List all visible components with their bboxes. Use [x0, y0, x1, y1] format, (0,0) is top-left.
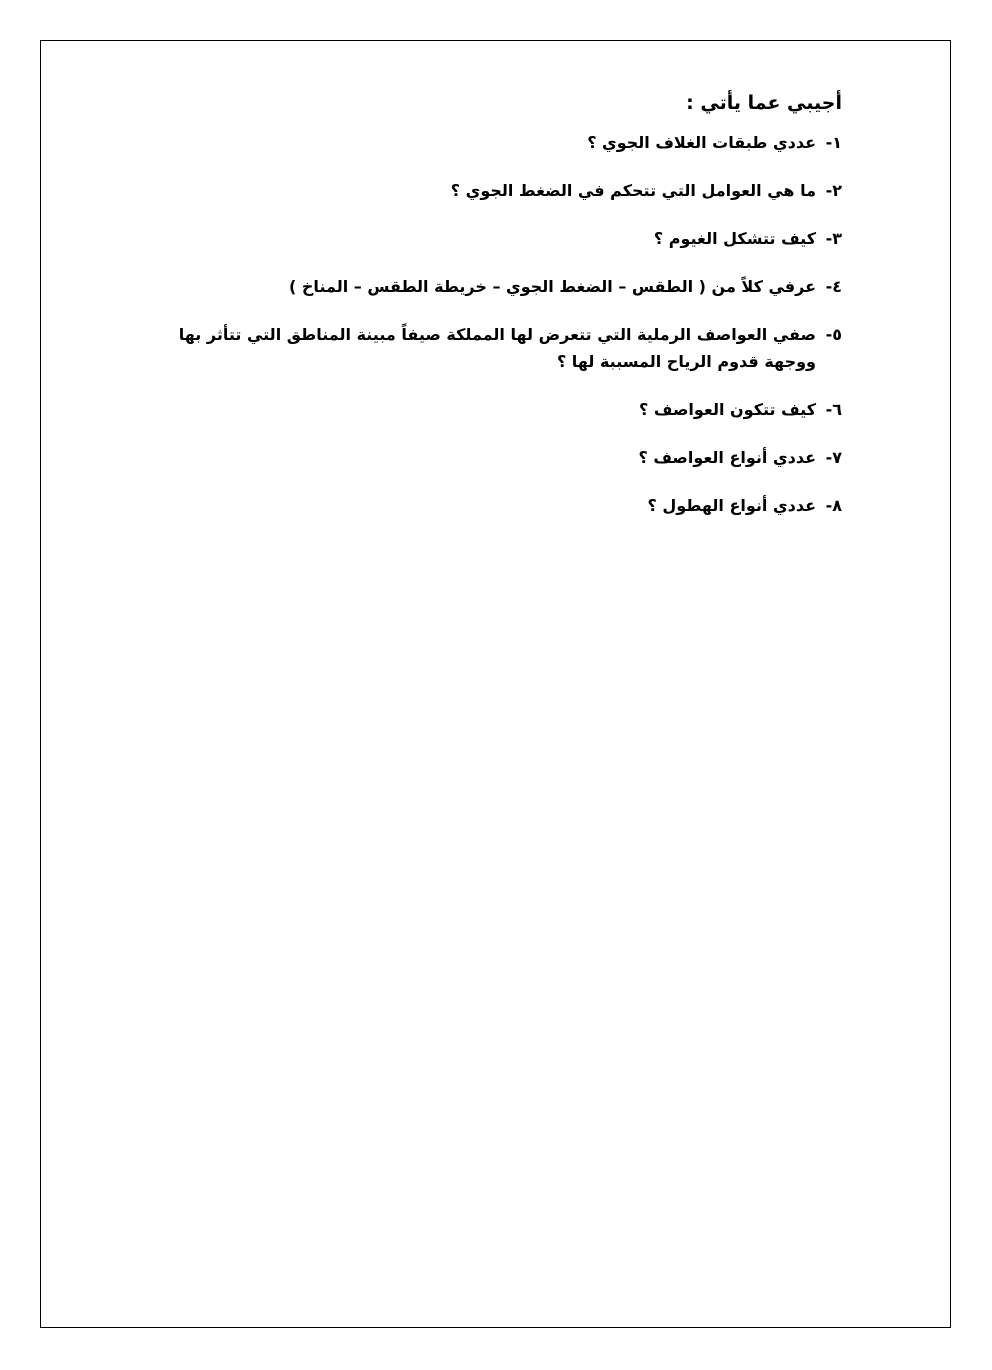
question-text [152, 322, 816, 375]
question-text-line: عرفي كلاً من ( الطقس – الضغط الجوي – خريطة الطقس – المناخ ) [289, 277, 816, 296]
worksheet-heading: أجيبي عما يأتي : [686, 92, 842, 114]
question-text [152, 397, 816, 423]
question-text-line: صفي العواصف الرملية التي تتعرض لها المملكة صيفاً مبينة المناطق التي تتأثر بها [178, 325, 816, 344]
question-8 [152, 493, 842, 519]
question-number: ٣- [825, 229, 842, 248]
question-3 [152, 226, 842, 252]
question-6 [152, 397, 842, 423]
question-number: ٤- [825, 277, 842, 296]
question-number: ٥- [825, 325, 842, 344]
question-number: ٢- [825, 181, 842, 200]
question-number: ٨- [825, 496, 842, 515]
question-text [152, 493, 816, 519]
question-7 [152, 445, 842, 471]
question-number: ١- [825, 133, 842, 152]
question-text-line: عددي طبقات الغلاف الجوي ؟ [587, 133, 816, 152]
question-number: ٧- [825, 448, 842, 467]
question-text [152, 274, 816, 300]
worksheet-content [152, 88, 842, 541]
question-text [152, 130, 816, 156]
question-number: ٦- [825, 400, 842, 419]
question-5 [152, 322, 842, 375]
question-text-line: ووجهة قدوم الرياح المسببة لها ؟ [556, 352, 816, 371]
question-list [152, 130, 842, 519]
question-1 [152, 130, 842, 156]
question-text-line: عددي أنواع العواصف ؟ [638, 448, 816, 467]
question-text-line: ما هي العوامل التي تتحكم في الضغط الجوي ؟ [450, 181, 816, 200]
question-text [152, 226, 816, 252]
question-text [152, 178, 816, 204]
question-text [152, 445, 816, 471]
question-text-line: كيف تتكون العواصف ؟ [639, 400, 816, 419]
question-text-line: عددي أنواع الهطول ؟ [647, 496, 816, 515]
question-text-line: كيف تتشكل الغيوم ؟ [653, 229, 816, 248]
question-2 [152, 178, 842, 204]
question-4 [152, 274, 842, 300]
